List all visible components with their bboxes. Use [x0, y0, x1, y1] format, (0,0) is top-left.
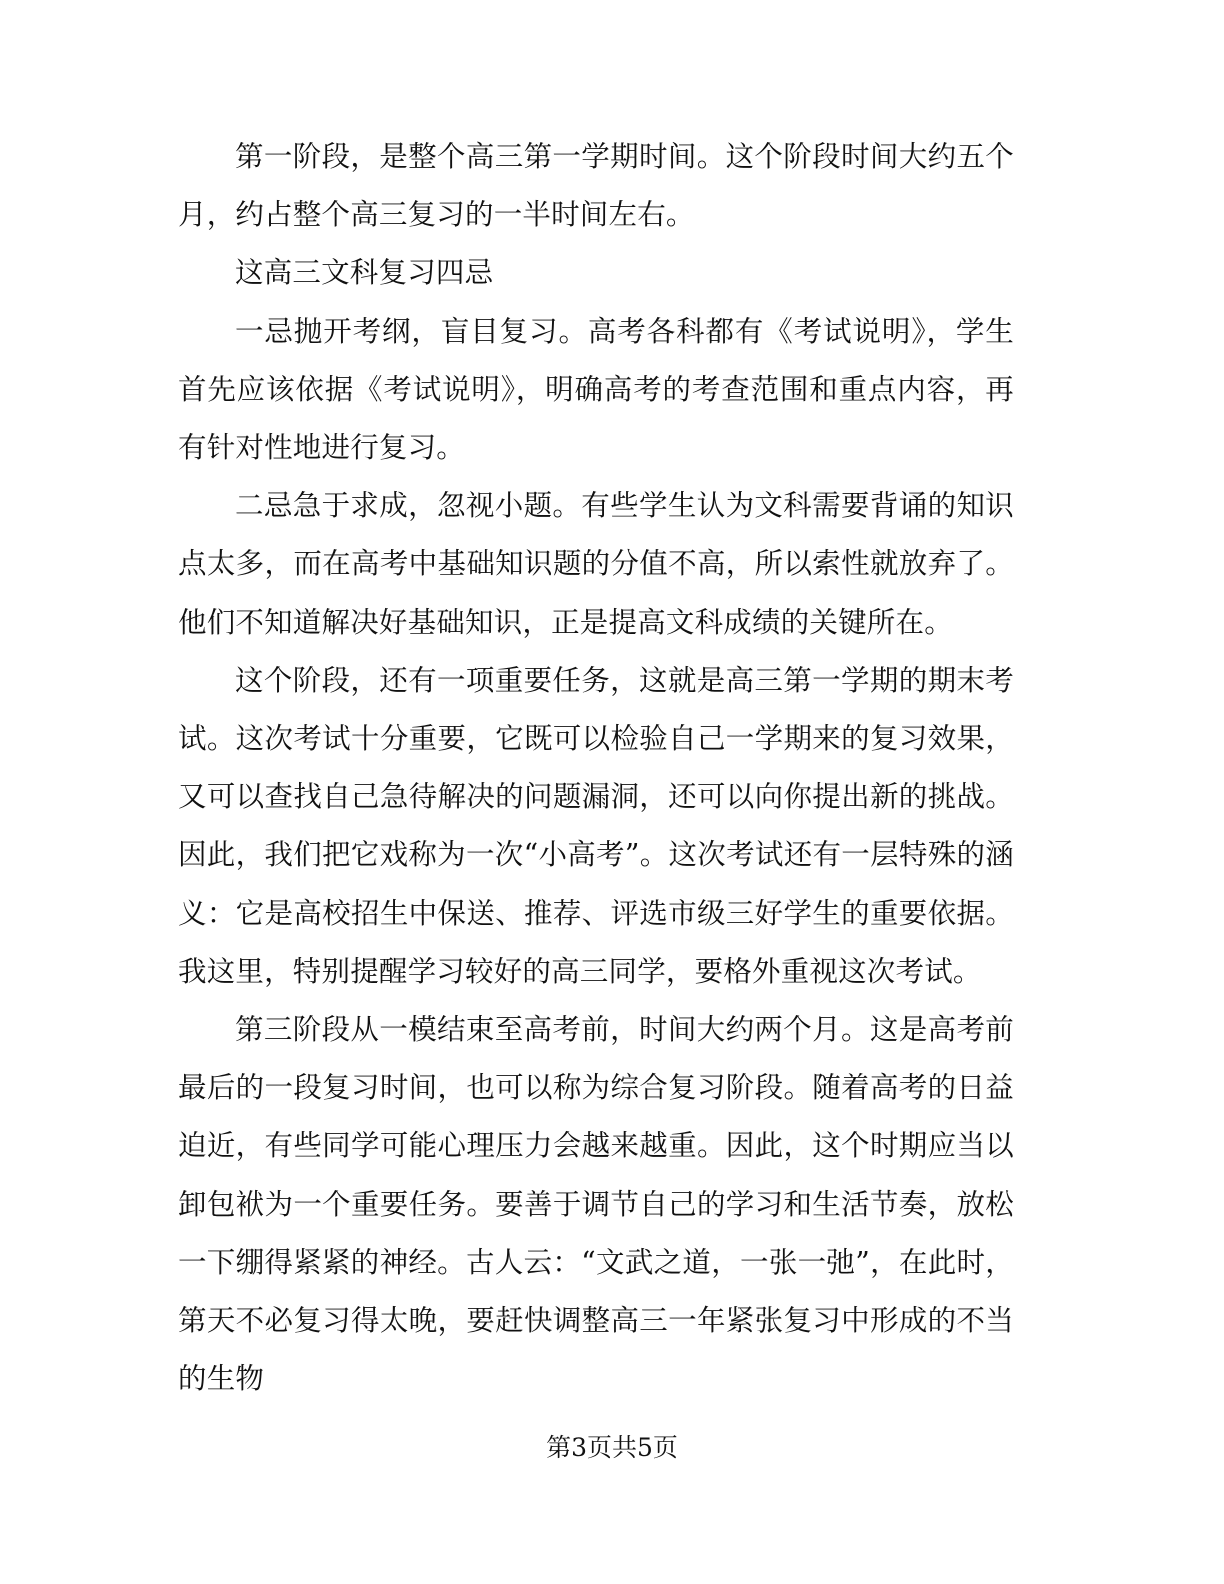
- paragraph-3: 一忌抛开考纲，盲目复习。高考各科都有《考试说明》，学生首先应该依据《考试说明》，明确高考的考查范围和重点内容，再有针对性地进行复习。: [178, 314, 1014, 465]
- paragraph-4: 二忌急于求成，忽视小题。有些学生认为文科需要背诵的知识点太多，而在高考中基础知识题的分值不高，所以索性就放弃了。他们不知道解决好基础知识，正是提高文科成绩的关键所在。: [178, 489, 1014, 639]
- paragraph-5: 这个阶段，还有一项重要任务，这就是高三第一学期的期末考试。这次考试十分重要，它既可以检验自己一学期来的复习效果，又可以查找自己急待解决的问题漏洞，还可以向你提出新的挑战。因此，我们把它戏称为一次“小高考”。这次考试还有一层特殊的涵义：它是高校招生中保送、推荐、评选市级三好学生的重要依据。我这里，特别提醒学习较好的高三同学，要格外重视这次考试。: [178, 663, 1014, 988]
- document-body: [178, 128, 1014, 1408]
- page-number-footer: 第3页共5页: [546, 1433, 678, 1462]
- paragraph-6: 第三阶段从一模结束至高考前，时间大约两个月。这是高考前最后的一段复习时间，也可以称为综合复习阶段。随着高考的日益迫近，有些同学可能心理压力会越来越重。因此，这个时期应当以卸包袱为一个重要任务。要善于调节自己的学习和生活节奏，放松一下绷得紧紧的神经。古人云：“文武之道，一张一弛”，在此时，第天不必复习得太晚，要赶快调整高三一年紧张复习中形成的不当的生物: [178, 1013, 1014, 1396]
- paragraph-1: 第一阶段，是整个高三第一学期时间。这个阶段时间大约五个月，约占整个高三复习的一半时间左右。: [178, 140, 1014, 232]
- paragraph-2: 这高三文科复习四忌: [235, 256, 494, 290]
